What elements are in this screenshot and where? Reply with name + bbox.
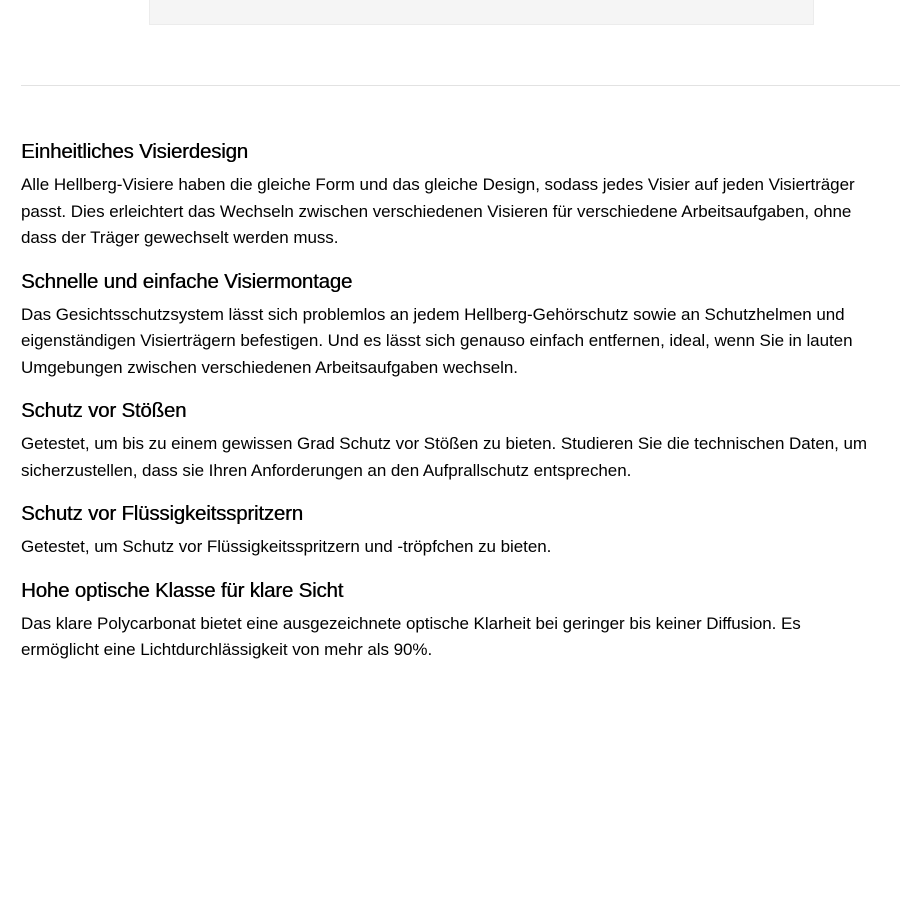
feature-item [21, 398, 881, 484]
feature-title: Schutz vor Flüssigkeitsspritzern [21, 502, 303, 525]
feature-description: Das Gesichtsschutzsystem lässt sich problemlos an jedem Hellberg-Gehörschutz sowie an Schutzhelmen und eigenständigen Visierträgern befestigen. Und es lässt sich genauso einfach entfernen, ideal, wenn Sie in lauten Umgebungen zwischen verschiedenen Arbeitsaufgaben wechseln. [21, 304, 853, 377]
feature-description: Das klare Polycarbonat bietet eine ausgezeichnete optische Klarheit bei geringer bis keiner Diffusion. Es ermöglicht eine Lichtdurchlässigkeit von mehr als 90%. [21, 613, 801, 659]
feature-item [21, 269, 881, 382]
feature-title: Hohe optische Klasse für klare Sicht [21, 578, 344, 602]
feature-description: Alle Hellberg-Visiere haben die gleiche Form und das gleiche Design, sodass jedes Visier auf jeden Visierträger passt. Dies erleichtert das Wechseln zwischen verschiedenen Visieren für verschiedene Arbeitsaufgaben, ohne dass der Träger gewechselt werden muss. [21, 175, 855, 247]
feature-title: Einheitliches Visierdesign [21, 140, 248, 163]
feature-item [21, 578, 881, 664]
feature-list [21, 139, 881, 681]
feature-description: Getestet, um Schutz vor Flüssigkeitsspritzern und -tröpfchen zu bieten. [21, 537, 552, 556]
section-divider [21, 85, 900, 86]
feature-description: Getestet, um bis zu einem gewissen Grad Schutz vor Stößen zu bieten. Studieren Sie die technischen Daten, um sicherzustellen, dass sie Ihren Anforderungen an den Aufprallschutz entsprechen. [21, 434, 867, 480]
feature-item [21, 139, 881, 252]
top-content-panel [149, 0, 814, 25]
feature-title: Schutz vor Stößen [21, 399, 187, 422]
feature-item [21, 501, 881, 561]
feature-title: Schnelle und einfache Visiermontage [21, 269, 353, 293]
